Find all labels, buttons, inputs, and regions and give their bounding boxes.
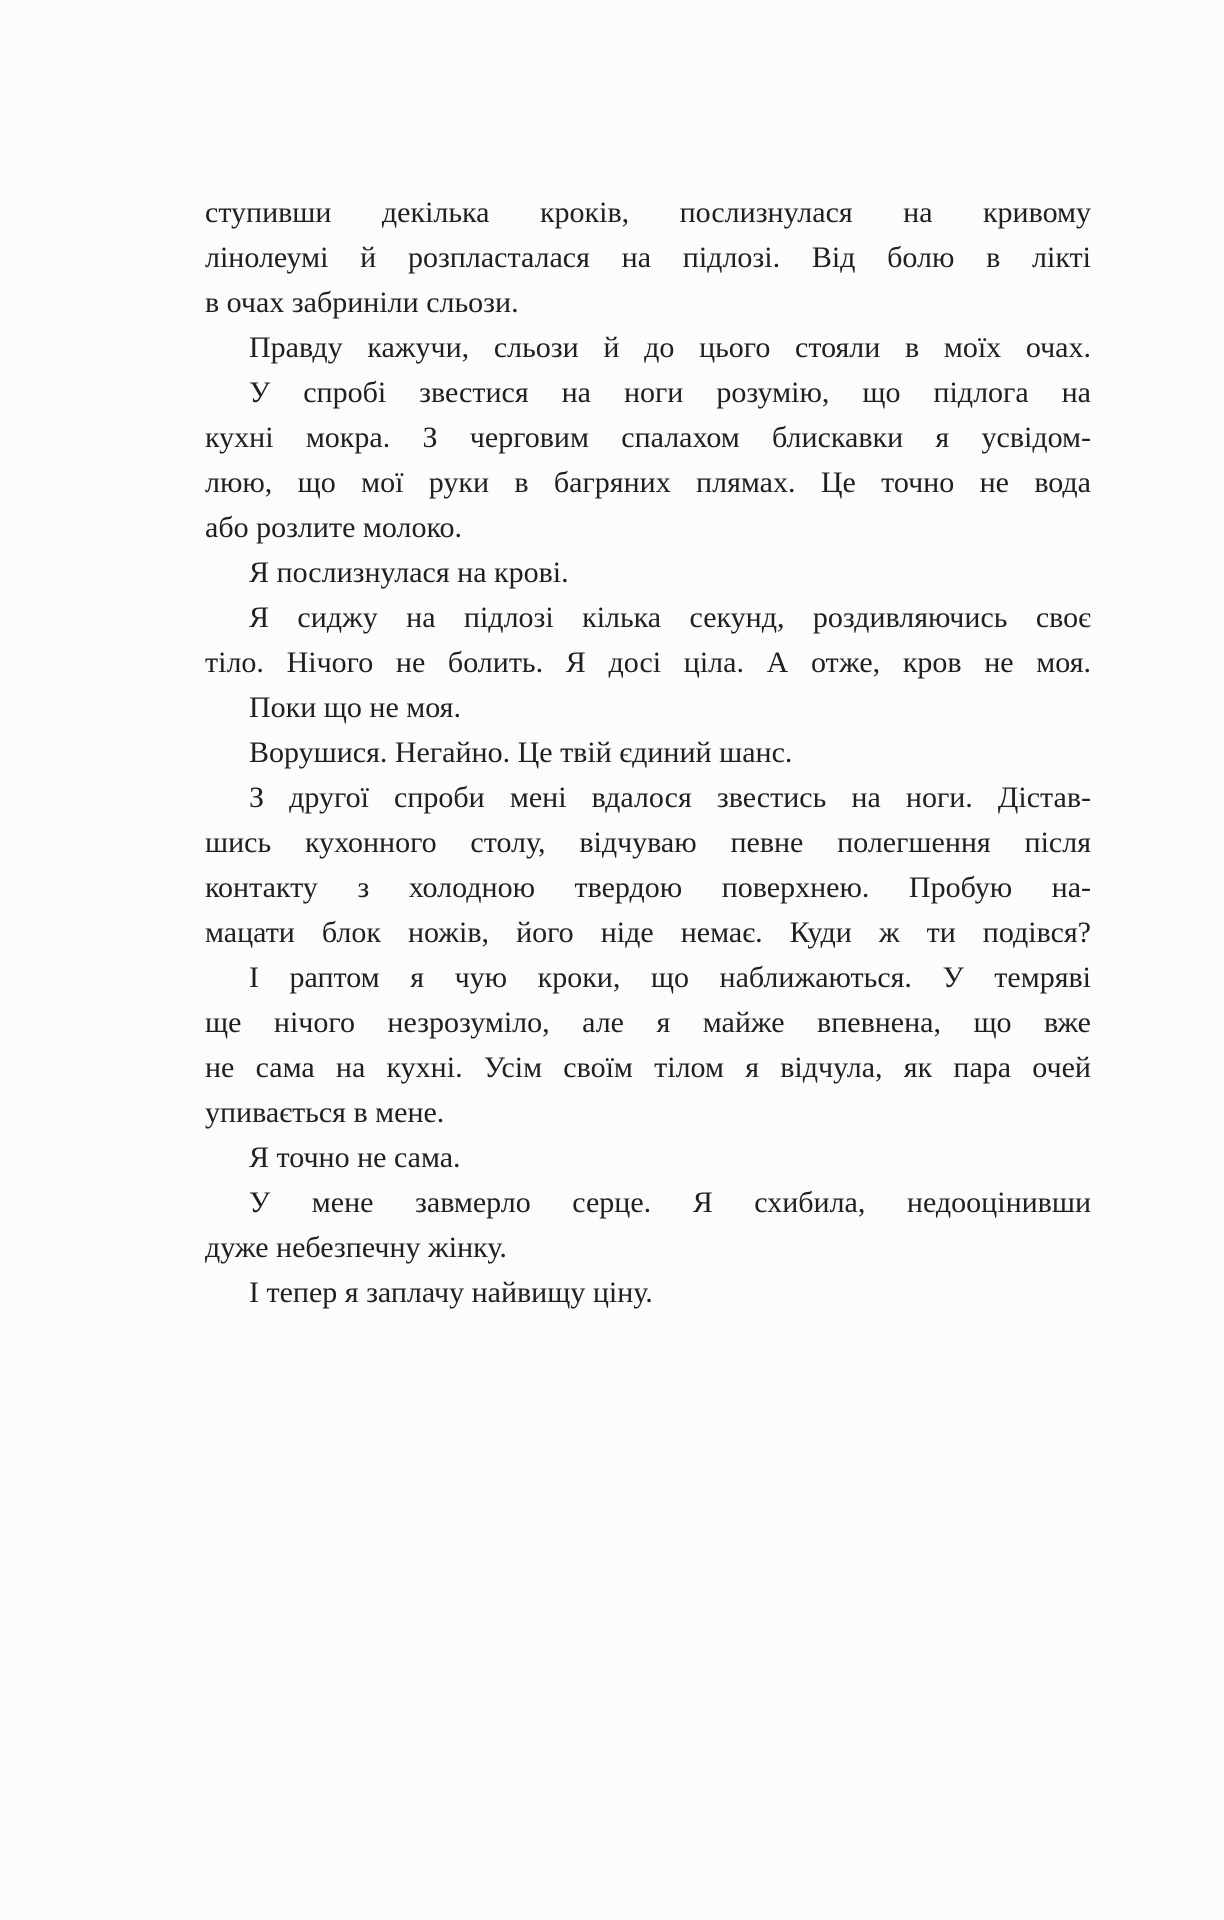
text-line: І тепер я заплачу найвищу ціну. — [249, 1276, 653, 1309]
text-line: Правду кажучи, сльози й до цього стояли в моїх очах. — [249, 331, 1091, 364]
text-line: шись кухонного столу, відчуваю певне полегшення після — [205, 826, 1091, 859]
text-line: У спробі звестися на ноги розумію, що підлога на — [249, 376, 1091, 409]
text-line: люю, що мої руки в багряних плямах. Це точно не вода — [205, 466, 1091, 499]
text-line: ступивши декілька кроків, послизнулася на кривому — [205, 196, 1091, 229]
text-line: Я сиджу на підлозі кілька секунд, роздивляючись своє — [249, 601, 1091, 634]
text-line: І раптом я чую кроки, що наближаються. У темряві — [249, 961, 1091, 994]
text-line: тіло. Нічого не болить. Я досі ціла. А отже, кров не моя. — [205, 646, 1091, 679]
text-line: Я точно не сама. — [249, 1141, 461, 1174]
text-line: лінолеумі й розпласталася на підлозі. Від болю в лікті — [205, 241, 1091, 274]
text-line: мацати блок ножів, його ніде немає. Куди ж ти подівся? — [205, 916, 1091, 949]
text-line: не сама на кухні. Усім своїм тілом я відчула, як пара очей — [205, 1051, 1091, 1084]
text-line: упивається в мене. — [205, 1096, 445, 1129]
text-line: дуже небезпечну жінку. — [205, 1231, 507, 1264]
text-line: У мене завмерло серце. Я схибила, недооцінивши — [249, 1186, 1091, 1219]
text-line: З другої спроби мені вдалося звестись на ноги. Дістав- — [249, 781, 1091, 814]
text-line: або розлите молоко. — [205, 511, 462, 544]
text-line: кухні мокра. З черговим спалахом блискавки я усвідом- — [205, 421, 1091, 454]
text-line: Я послизнулася на крові. — [249, 556, 569, 589]
body-text-block — [205, 190, 1091, 1315]
text-line: контакту з холодною твердою поверхнею. Пробую на- — [205, 871, 1091, 904]
text-line: ще нічого незрозуміло, але я майже впевнена, що вже — [205, 1006, 1091, 1039]
text-line: Поки що не моя. — [249, 691, 461, 724]
text-line: Ворушися. Негайно. Це твій єдиний шанс. — [249, 736, 793, 769]
text-line: в очах забриніли сльози. — [205, 286, 519, 319]
